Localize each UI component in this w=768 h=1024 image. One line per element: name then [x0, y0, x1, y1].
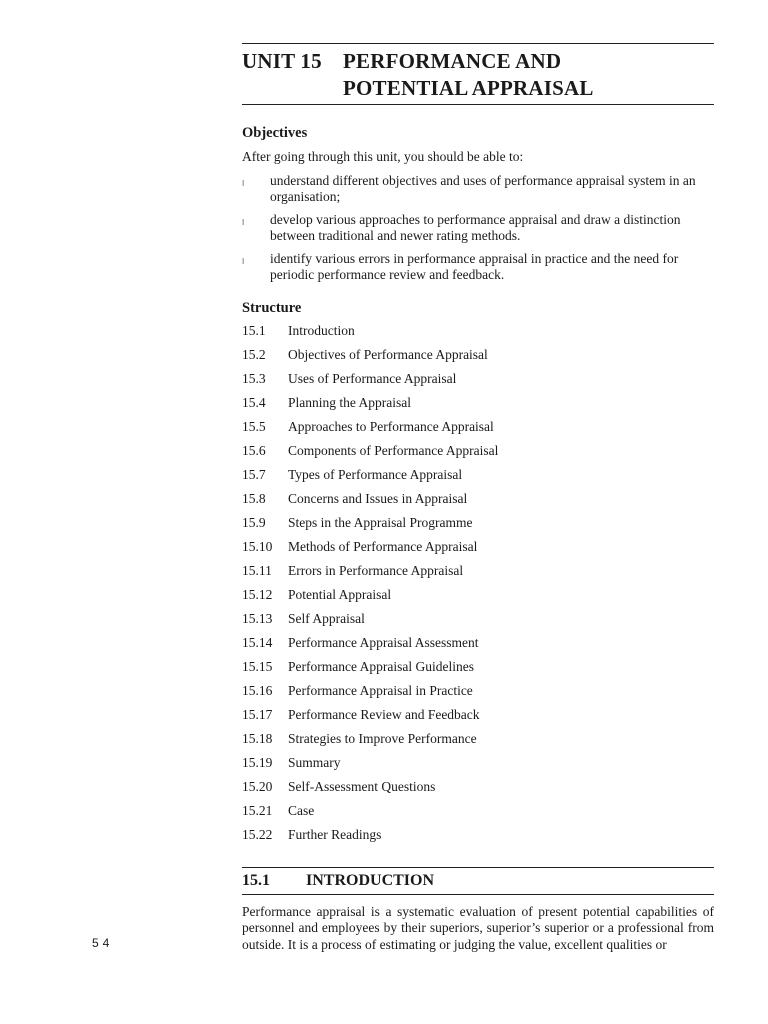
toc-number: 15.6 [242, 442, 266, 458]
toc-row [242, 583, 714, 607]
objective-item: l develop various approaches to performance appraisal and draw a distinction between traditional and newer rating methods. [242, 211, 681, 243]
toc-title: Further Readings [288, 826, 382, 842]
toc-title: Performance Appraisal in Practice [288, 682, 473, 698]
toc-row [242, 655, 714, 679]
toc-number: 15.21 [242, 802, 273, 818]
toc-title: Strategies to Improve Performance [288, 730, 477, 746]
toc-number: 15.5 [242, 418, 266, 434]
toc-row [242, 799, 714, 823]
toc-number: 15.2 [242, 346, 266, 362]
bullet-icon: l [242, 178, 245, 188]
toc-number: 15.19 [242, 754, 273, 770]
structure-heading: Structure [242, 299, 302, 316]
objectives-list [242, 173, 714, 283]
title-bottom-rule [242, 104, 714, 105]
toc-number: 15.1 [242, 322, 266, 338]
page-content [242, 0, 714, 953]
unit-title-line-1: PERFORMANCE AND [343, 49, 562, 73]
toc-row [242, 391, 714, 415]
toc-number: 15.20 [242, 778, 273, 794]
toc-title: Potential Appraisal [288, 586, 392, 602]
toc-title: Objectives of Performance Appraisal [288, 346, 488, 362]
toc-title: Uses of Performance Appraisal [288, 370, 457, 386]
unit-number: UNIT 15 [242, 49, 322, 73]
toc-title: Components of Performance Appraisal [288, 442, 499, 458]
section-top-rule [242, 867, 714, 868]
toc-number: 15.8 [242, 490, 266, 506]
toc-title: Case [288, 802, 315, 818]
toc-number: 15.15 [242, 658, 273, 674]
toc-row [242, 631, 714, 655]
toc-title: Self Appraisal [288, 610, 365, 626]
objectives-heading: Objectives [242, 125, 308, 141]
toc-number: 15.10 [242, 538, 273, 554]
toc-title: Concerns and Issues in Appraisal [288, 490, 468, 506]
toc-title: Errors in Performance Appraisal [288, 562, 464, 578]
objective-item: l identify various errors in performance appraisal in practice and the need for periodic performance review and feedback. [242, 250, 679, 282]
section-number: 15.1 [242, 871, 270, 889]
toc-row [242, 367, 714, 391]
toc-number: 15.22 [242, 826, 273, 842]
toc-row [242, 511, 714, 535]
toc-row [242, 343, 714, 367]
unit-title-row-2 [242, 75, 714, 102]
introduction-paragraph: Performance appraisal is a systematic evaluation of present potential capabilities of personnel and employees by their superiors, superior’s superior or a professional from outside. It is a process of estimating or judging the value, excellent qualities or [242, 903, 714, 952]
toc-number: 15.4 [242, 394, 266, 410]
introduction-heading [242, 869, 714, 893]
toc-row [242, 823, 714, 847]
bullet-icon: l [242, 256, 245, 266]
toc-number: 15.3 [242, 370, 266, 386]
objective-item: l understand different objectives and uses of performance appraisal system in an organisation; [242, 172, 696, 204]
toc-title: Methods of Performance Appraisal [288, 538, 478, 554]
toc-row [242, 703, 714, 727]
toc-row [242, 751, 714, 775]
section-title: INTRODUCTION [306, 871, 435, 889]
objectives-intro: After going through this unit, you should be able to: [242, 149, 524, 164]
toc-number: 15.16 [242, 682, 273, 698]
toc-number: 15.17 [242, 706, 273, 722]
unit-title [242, 48, 714, 102]
toc-row [242, 727, 714, 751]
toc-row [242, 607, 714, 631]
toc-number: 15.9 [242, 514, 266, 530]
toc-row [242, 487, 714, 511]
toc-number: 15.12 [242, 586, 273, 602]
toc-title: Performance Appraisal Guidelines [288, 658, 474, 674]
toc-number: 15.14 [242, 634, 273, 650]
toc-row [242, 559, 714, 583]
toc-row [242, 439, 714, 463]
toc-title: Approaches to Performance Appraisal [288, 418, 494, 434]
unit-title-row-1 [242, 48, 714, 75]
toc-title: Planning the Appraisal [288, 394, 411, 410]
toc-number: 15.7 [242, 466, 266, 482]
toc-row [242, 535, 714, 559]
toc-title: Performance Review and Feedback [288, 706, 480, 722]
toc-row [242, 463, 714, 487]
top-rule [242, 43, 714, 44]
toc-row [242, 319, 714, 343]
unit-title-line-2: POTENTIAL APPRAISAL [343, 76, 594, 100]
toc-title: Summary [288, 754, 341, 770]
bullet-icon: l [242, 217, 245, 227]
toc-title: Types of Performance Appraisal [288, 466, 463, 482]
toc-title: Introduction [288, 322, 355, 338]
section-bottom-rule [242, 894, 714, 895]
toc-title: Self-Assessment Questions [288, 778, 436, 794]
structure-list [242, 319, 714, 847]
toc-row [242, 775, 714, 799]
toc-number: 15.13 [242, 610, 273, 626]
toc-title: Steps in the Appraisal Programme [288, 514, 473, 530]
toc-number: 15.18 [242, 730, 273, 746]
toc-title: Performance Appraisal Assessment [288, 634, 479, 650]
toc-number: 15.11 [242, 562, 272, 578]
toc-row [242, 415, 714, 439]
toc-row [242, 679, 714, 703]
page-number: 54 [92, 936, 114, 950]
